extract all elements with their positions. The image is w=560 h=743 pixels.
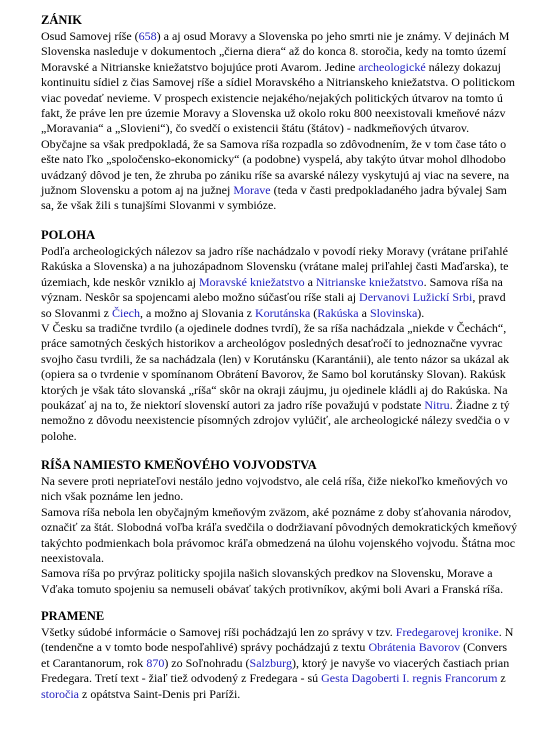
text-run: svojho času tvrdili, že sa nachádzala (len) v Korutánsku (Karantánii), ale tento názor sa ukázal ak bbox=[41, 351, 510, 366]
text-run: poukázať aj na to, že niektorí slovenskí autori za jadro ríše považujú v podstate bbox=[41, 398, 425, 412]
text-line bbox=[41, 321, 506, 336]
inline-link[interactable]: Slovinska bbox=[369, 305, 418, 320]
text-line bbox=[41, 168, 509, 183]
inline-link[interactable]: Fredegarovej kronike bbox=[395, 625, 499, 639]
text-run: ), ktorý je navyše vo viacerých častiach prian bbox=[291, 655, 510, 670]
text-run: takýchto podmienkach bola právomoc kráľa obmedzená na úlohu vojenského vojvodu. Štátna moc bbox=[41, 535, 516, 550]
text-run: nemožno z dôvodu neexistencie písomných zdrojov vylúčiť, ale archeologické nálezy svedčia o v bbox=[41, 413, 510, 428]
text-run: Fredegara. Tretí text - žiaľ tiež odvodený z Fredegara - sú bbox=[41, 671, 322, 686]
text-run: význam. Neskôr sa spojencami alebo možno súčasťou ríše stali aj bbox=[41, 290, 360, 305]
text-line bbox=[41, 625, 513, 640]
inline-link[interactable]: Dervanovi Lužickí Srbi bbox=[359, 290, 473, 305]
text-run: ( bbox=[310, 305, 318, 320]
inline-link[interactable]: archeologické bbox=[358, 59, 426, 74]
inline-link[interactable]: Salzburg bbox=[249, 655, 292, 670]
text-run: Rakúska a Slovenska) a na juhozápadnom Slovensku (vrátane malej priľahlej časti Maďarska), te bbox=[41, 259, 509, 274]
inline-link[interactable]: 870 bbox=[146, 655, 165, 670]
text-run: ) zo Soľnohradu ( bbox=[164, 655, 250, 670]
text-run: ) a aj osud Moravy a Slovenska po jeho smrti nie je známy. V dejinách M bbox=[156, 29, 510, 43]
text-run: z bbox=[497, 671, 506, 686]
text-line bbox=[41, 413, 510, 428]
section-heading: POLOHA bbox=[41, 228, 96, 242]
text-run: nich však poznáme len jedno. bbox=[41, 489, 184, 504]
text-line bbox=[41, 275, 503, 290]
text-run: kontinuitu sídiel z čias Samovej ríše a sídiel Moravského a Nitrianskeho kniežatstva. O politickom bbox=[41, 75, 515, 90]
section-heading: RÍŠA NAMIESTO KMEŇOVÉHO VOJVODSTVA bbox=[41, 458, 317, 472]
text-line bbox=[41, 44, 506, 59]
text-run: polohe. bbox=[41, 428, 77, 443]
text-run: (tendenčne a v tomto bode nespoľahlivé) správy pochádzajú z textu bbox=[41, 640, 369, 655]
text-line bbox=[41, 137, 506, 152]
text-run: et Carantanorum, rok bbox=[41, 655, 147, 670]
text-line bbox=[41, 474, 508, 489]
text-line bbox=[41, 306, 424, 321]
text-run: južnom Slovensku a potom aj na južnej bbox=[41, 183, 234, 197]
text-line bbox=[41, 29, 509, 44]
inline-link[interactable]: storočia bbox=[41, 686, 79, 701]
inline-link[interactable]: Moravské kniežatstvo bbox=[198, 274, 305, 289]
text-run: Samova ríša nebola len obyčajným kmeňovým zväzom, aké poznáme z doby sťahovania národov, bbox=[41, 504, 512, 519]
text-run: V Česku sa tradične tvrdilo (a ojedinele dodnes tvrdí), že sa ríša nachádzala „niekde v Čechách“, bbox=[41, 321, 507, 335]
text-run: , pravd bbox=[472, 290, 506, 305]
text-line bbox=[41, 551, 104, 566]
text-run: Podľa archeologických nálezov sa jadro ríše nachádzalo v povodí rieky Moravy (vrátane priľahlé bbox=[41, 244, 508, 258]
section-heading: PRAMENE bbox=[41, 609, 105, 623]
text-run: ktorých je však táto slovanská „ríša“ skôr na okraji záujmu, ju ojedinele kládli aj do Rakúska. Na bbox=[41, 382, 508, 397]
text-run: a bbox=[358, 305, 370, 320]
text-run: . N bbox=[498, 625, 514, 639]
inline-link[interactable]: Rakúska bbox=[317, 305, 359, 320]
text-line bbox=[41, 352, 509, 367]
text-line bbox=[41, 336, 503, 351]
text-run: fakt, že práve len pre územie Moravy a Slovenska už okolo roku 800 neexistovali kmeňové názv bbox=[41, 106, 506, 120]
text-run: označiť za štát. Slobodná voľba kráľa svedčila o dodržiavaní pôvodných demokratických kmeňový bbox=[41, 520, 518, 535]
text-run: (Convers bbox=[460, 640, 508, 655]
text-run: Vďaka tomuto spojeniu sa nemuseli obávať takých protivníkov, akými boli Avari a Franská ríša. bbox=[41, 581, 504, 596]
text-run: uvádzaný dôvod je ten, že zhruba po zániku ríše sa avarské nálezy vyskytujú aj viac na severe, na bbox=[41, 167, 510, 182]
inline-link[interactable]: Morave bbox=[233, 183, 271, 197]
section-heading: ZÁNIK bbox=[41, 13, 82, 27]
inline-link[interactable]: Korutánska bbox=[254, 305, 311, 320]
text-line bbox=[41, 367, 506, 382]
text-run: Slovenska nasleduje v dokumentoch „čierna diera“ až do konca 8. storočia, kedy na tomto území bbox=[41, 44, 507, 59]
text-line bbox=[41, 383, 508, 398]
text-line bbox=[41, 152, 506, 167]
text-run: Na severe proti nepriateľovi nestálo jedno vojvodstvo, ale celá ríša, čiže niekoľko kmeňových vo bbox=[41, 474, 508, 488]
text-run: nálezy dokazuj bbox=[425, 59, 501, 74]
text-run: a bbox=[304, 274, 316, 289]
text-run: Samova ríša po prvýraz politicky spojila našich slovanských predkov na Slovensku, Morave a bbox=[41, 566, 493, 581]
text-line bbox=[41, 640, 507, 655]
text-line bbox=[41, 566, 493, 581]
text-run: (teda v časti predpokladaného jadra bývalej Sam bbox=[270, 183, 507, 197]
text-run: neexistovala. bbox=[41, 551, 104, 565]
text-line bbox=[41, 259, 508, 274]
text-line bbox=[41, 398, 510, 413]
inline-link[interactable]: Čiech bbox=[112, 305, 140, 320]
text-run: „Moravania“ a „Slovieni“), čo svedčí o existencii štátu (štátov) - nadkmeňových útvarov. bbox=[41, 121, 470, 136]
text-run: ešte nato ľko „spoločensko-ekonomicky“ (a podobne) vyspelá, aby takýto útvar mohol dlhodobo bbox=[41, 152, 506, 167]
text-line bbox=[41, 198, 276, 213]
text-run: územiach, kde neskôr vzniklo aj bbox=[41, 274, 199, 289]
text-line bbox=[41, 656, 509, 671]
text-line bbox=[41, 290, 506, 305]
text-line bbox=[41, 582, 503, 597]
text-run: Obyčajne sa však predpokladá, že sa Samova ríša rozpadla so zdôvodnením, že v tom čase táto o bbox=[41, 136, 507, 151]
text-line bbox=[41, 244, 508, 259]
text-run: . Žiadne z tý bbox=[449, 398, 510, 412]
text-line bbox=[41, 75, 515, 90]
text-run: Moravské a Nitrianske kniežatstvo bojujúce proti Avarom. Jedine bbox=[41, 59, 359, 74]
text-run: . Samova ríša na bbox=[423, 274, 503, 289]
text-run: z opátstva Saint-Denis pri Paríži. bbox=[79, 686, 241, 701]
text-line bbox=[41, 91, 503, 106]
text-run: (opiera sa o tvrdenie v spomínanom Obrátení Bavorov, že Samo bol korutánsky Slovan). Rakúsk bbox=[41, 367, 506, 382]
text-run: viac povedať nevieme. V prospech existencie nejakého/nejakých politických útvarov na tomto ú bbox=[41, 90, 503, 105]
inline-link[interactable]: Obrátenia Bavorov bbox=[368, 640, 461, 655]
text-run: Všetky súdobé informácie o Samovej ríši pochádzajú len zo správy v tzv. bbox=[41, 625, 396, 639]
text-line bbox=[41, 106, 506, 121]
text-line bbox=[41, 489, 183, 504]
text-line bbox=[41, 183, 507, 198]
text-run: sa, že však žili s tunajšími Slovanmi v symbióze. bbox=[41, 198, 277, 213]
text-run: ). bbox=[417, 305, 425, 320]
text-run: Osud Samovej ríše ( bbox=[41, 29, 139, 43]
text-line bbox=[41, 121, 469, 136]
inline-link[interactable]: Nitrianske kniežatstvo bbox=[315, 274, 424, 289]
inline-link[interactable]: Nitru bbox=[424, 398, 450, 412]
text-line bbox=[41, 687, 240, 702]
text-run: so Slovanmi z bbox=[41, 305, 112, 320]
text-line bbox=[41, 505, 511, 520]
inline-link[interactable]: 658 bbox=[138, 29, 157, 43]
text-line bbox=[41, 536, 515, 551]
inline-link[interactable]: Gesta Dagoberti I. regnis Francorum bbox=[321, 671, 498, 686]
text-line bbox=[41, 520, 517, 535]
text-run: , a možno aj Slovania z bbox=[140, 305, 255, 320]
text-run: práce samotných českých historikov a archeológov posledných desaťročí to jednoznačne vyvrac bbox=[41, 336, 503, 351]
text-line bbox=[41, 60, 501, 75]
text-line bbox=[41, 671, 506, 686]
text-line bbox=[41, 429, 77, 444]
